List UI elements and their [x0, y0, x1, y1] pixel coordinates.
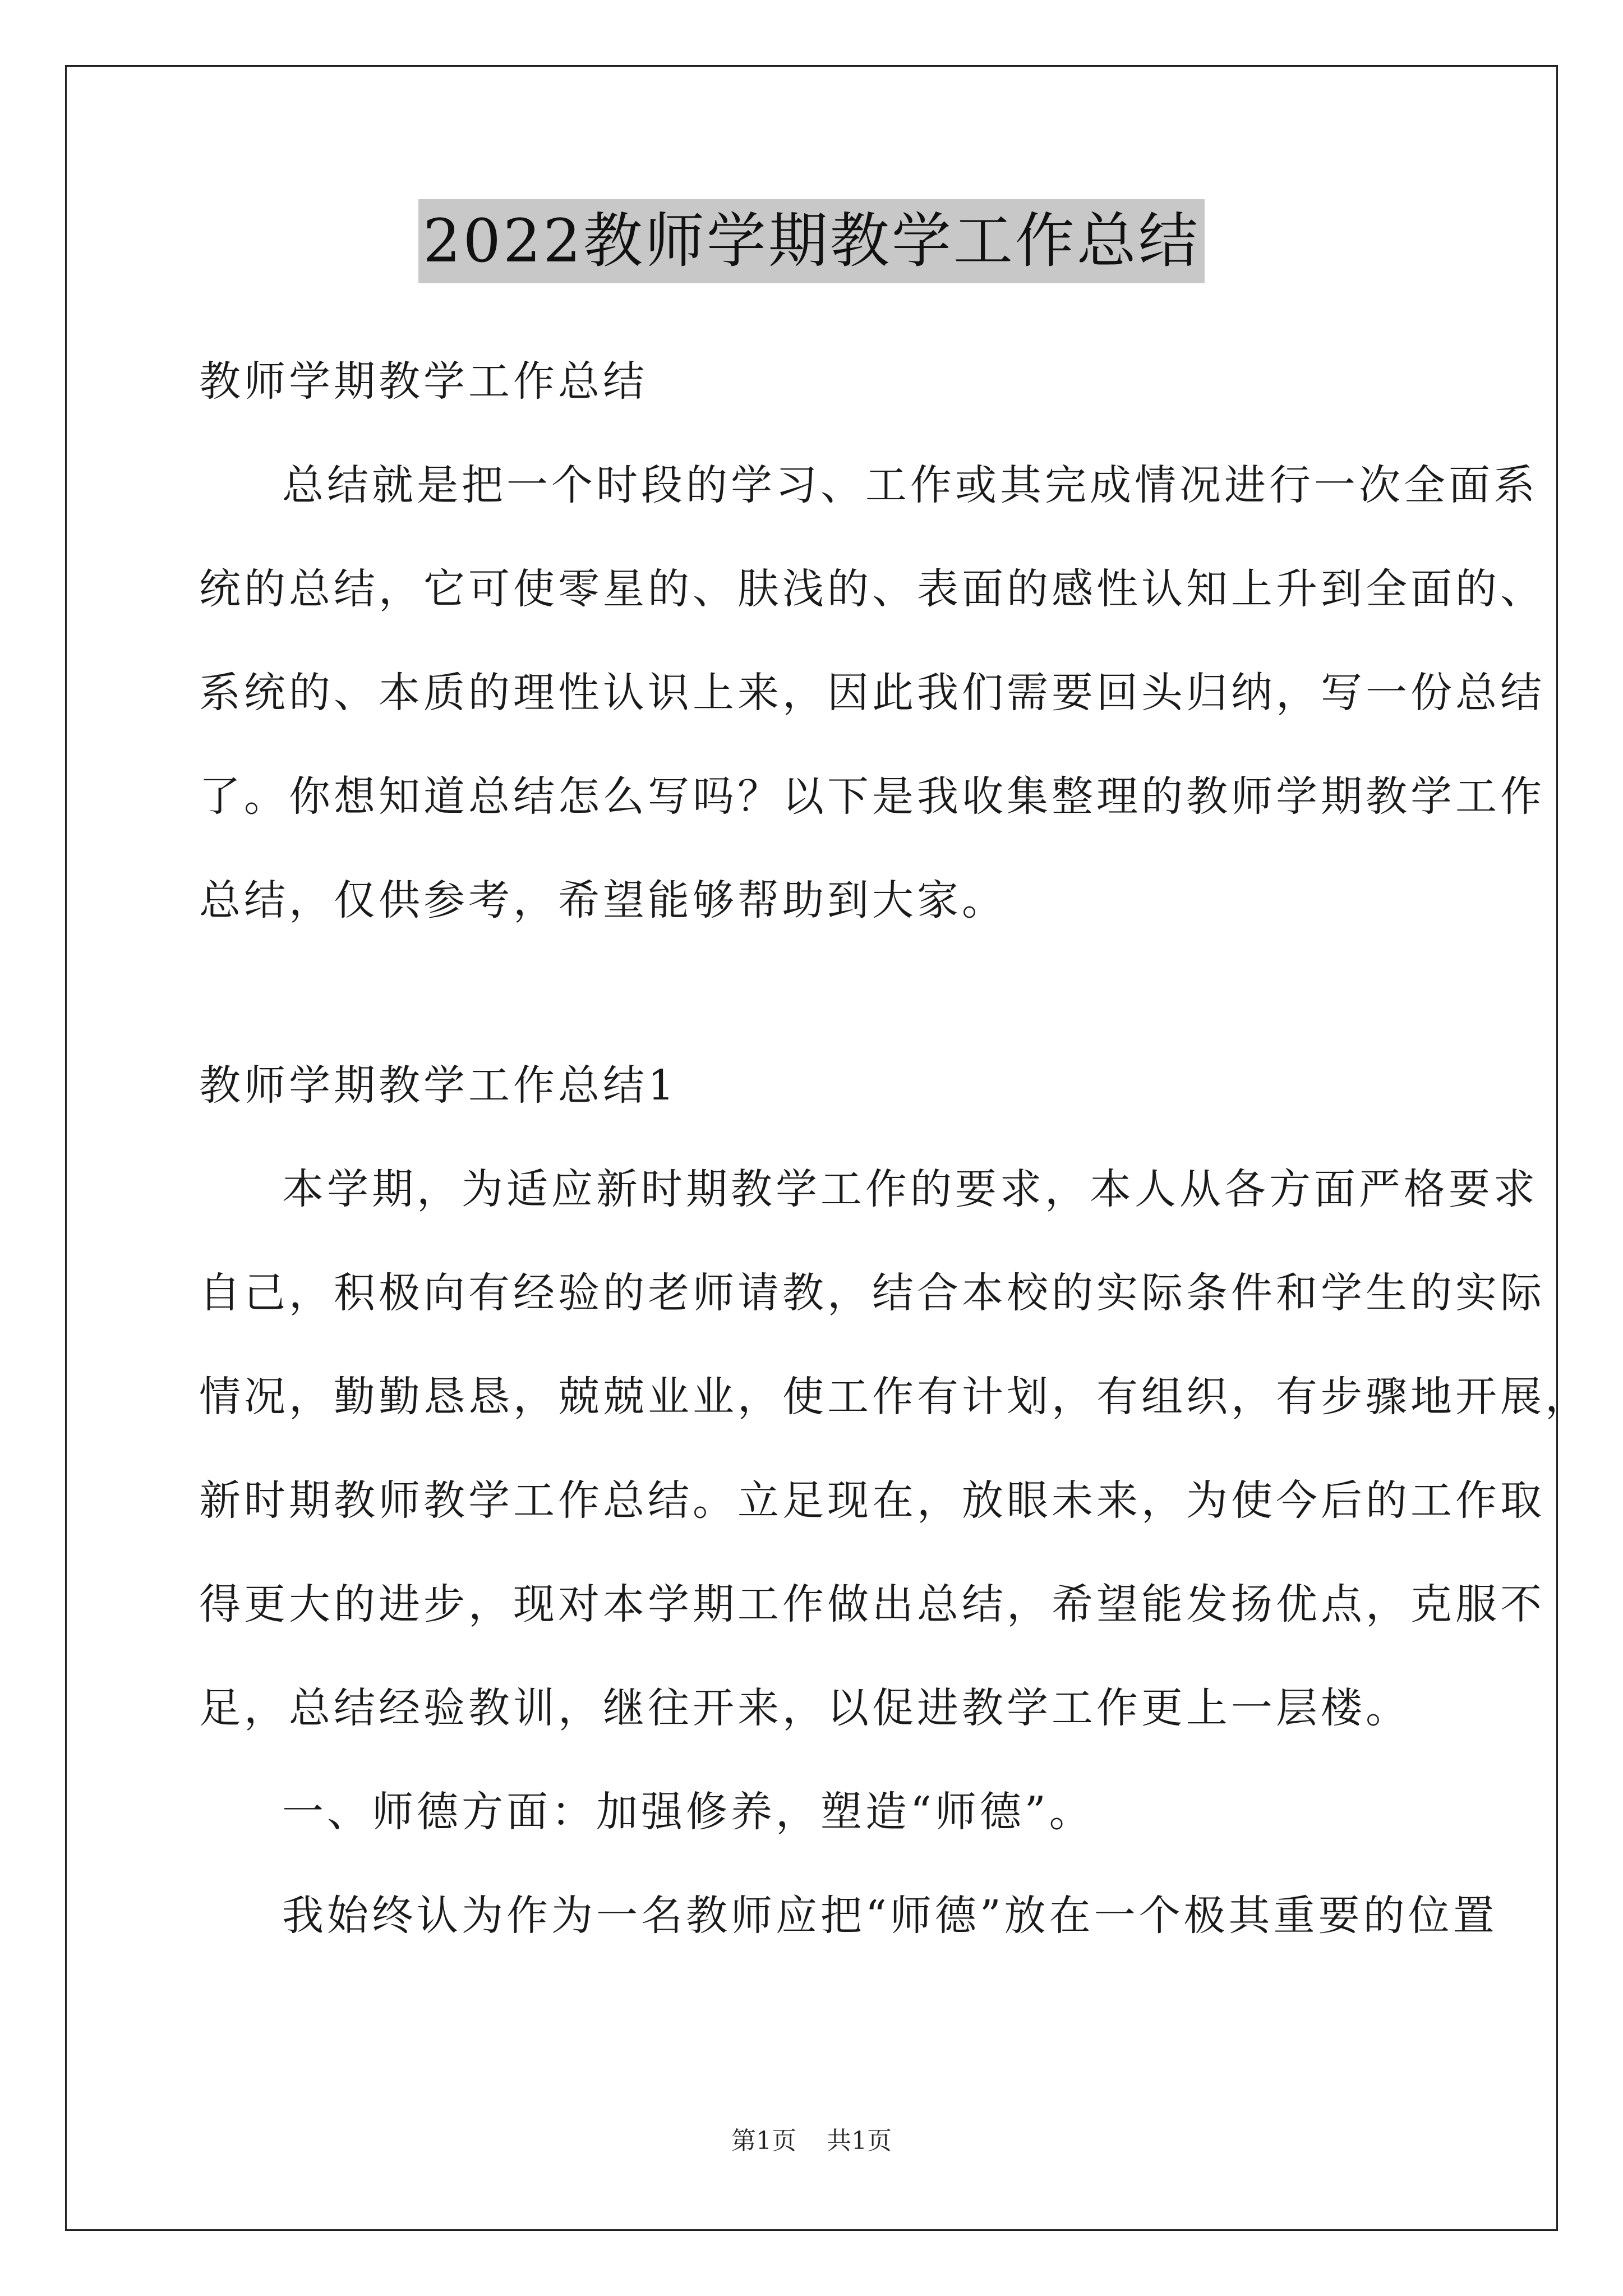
intro-line: 了。你想知道总结怎么写吗？以下是我收集整理的教师学期教学工作	[199, 772, 1545, 821]
page-total: 共1页	[827, 2127, 892, 2155]
intro-line: 统的总结，它可使零星的、肤浅的、表面的感性认知上升到全面的、	[199, 565, 1545, 613]
intro-line: 总结就是把一个时段的学习、工作或其完成情况进行一次全面系	[282, 461, 1538, 509]
page-footer	[0, 2120, 1623, 2156]
section-line: 新时期教师教学工作总结。立足现在，放眼未来，为使今后的工作取	[199, 1476, 1545, 1525]
section-heading: 教师学期教学工作总结1	[199, 1061, 678, 1110]
section-line: 本学期，为适应新时期教学工作的要求，本人从各方面严格要求	[282, 1165, 1538, 1213]
point-line: 我始终认为作为一名教师应把“师德”放在一个极其重要的位置	[282, 1892, 1498, 1940]
section-line: 自己，积极向有经验的老师请教，结合本校的实际条件和学生的实际	[199, 1269, 1545, 1317]
point-heading: 一、师德方面：加强修养，塑造“师德”。	[282, 1788, 1094, 1836]
section-line: 情况，勤勤恳恳，兢兢业业，使工作有计划，有组织，有步骤地开展，	[199, 1373, 1590, 1421]
document-title: 2022教师学期教学工作总结	[418, 199, 1205, 283]
section-line: 得更大的进步，现对本学期工作做出总结，希望能发扬优点，克服不	[199, 1580, 1545, 1628]
section-line: 足，总结经验教训，继往开来，以促进教学工作更上一层楼。	[199, 1684, 1410, 1732]
intro-line: 系统的、本质的理性认识上来，因此我们需要回头归纳，写一份总结	[199, 669, 1545, 717]
intro-line: 总结，仅供参考，希望能够帮助到大家。	[199, 876, 1007, 924]
title-container	[0, 199, 1623, 283]
document-subtitle: 教师学期教学工作总结	[199, 357, 648, 406]
page-number: 第1页	[731, 2127, 796, 2155]
